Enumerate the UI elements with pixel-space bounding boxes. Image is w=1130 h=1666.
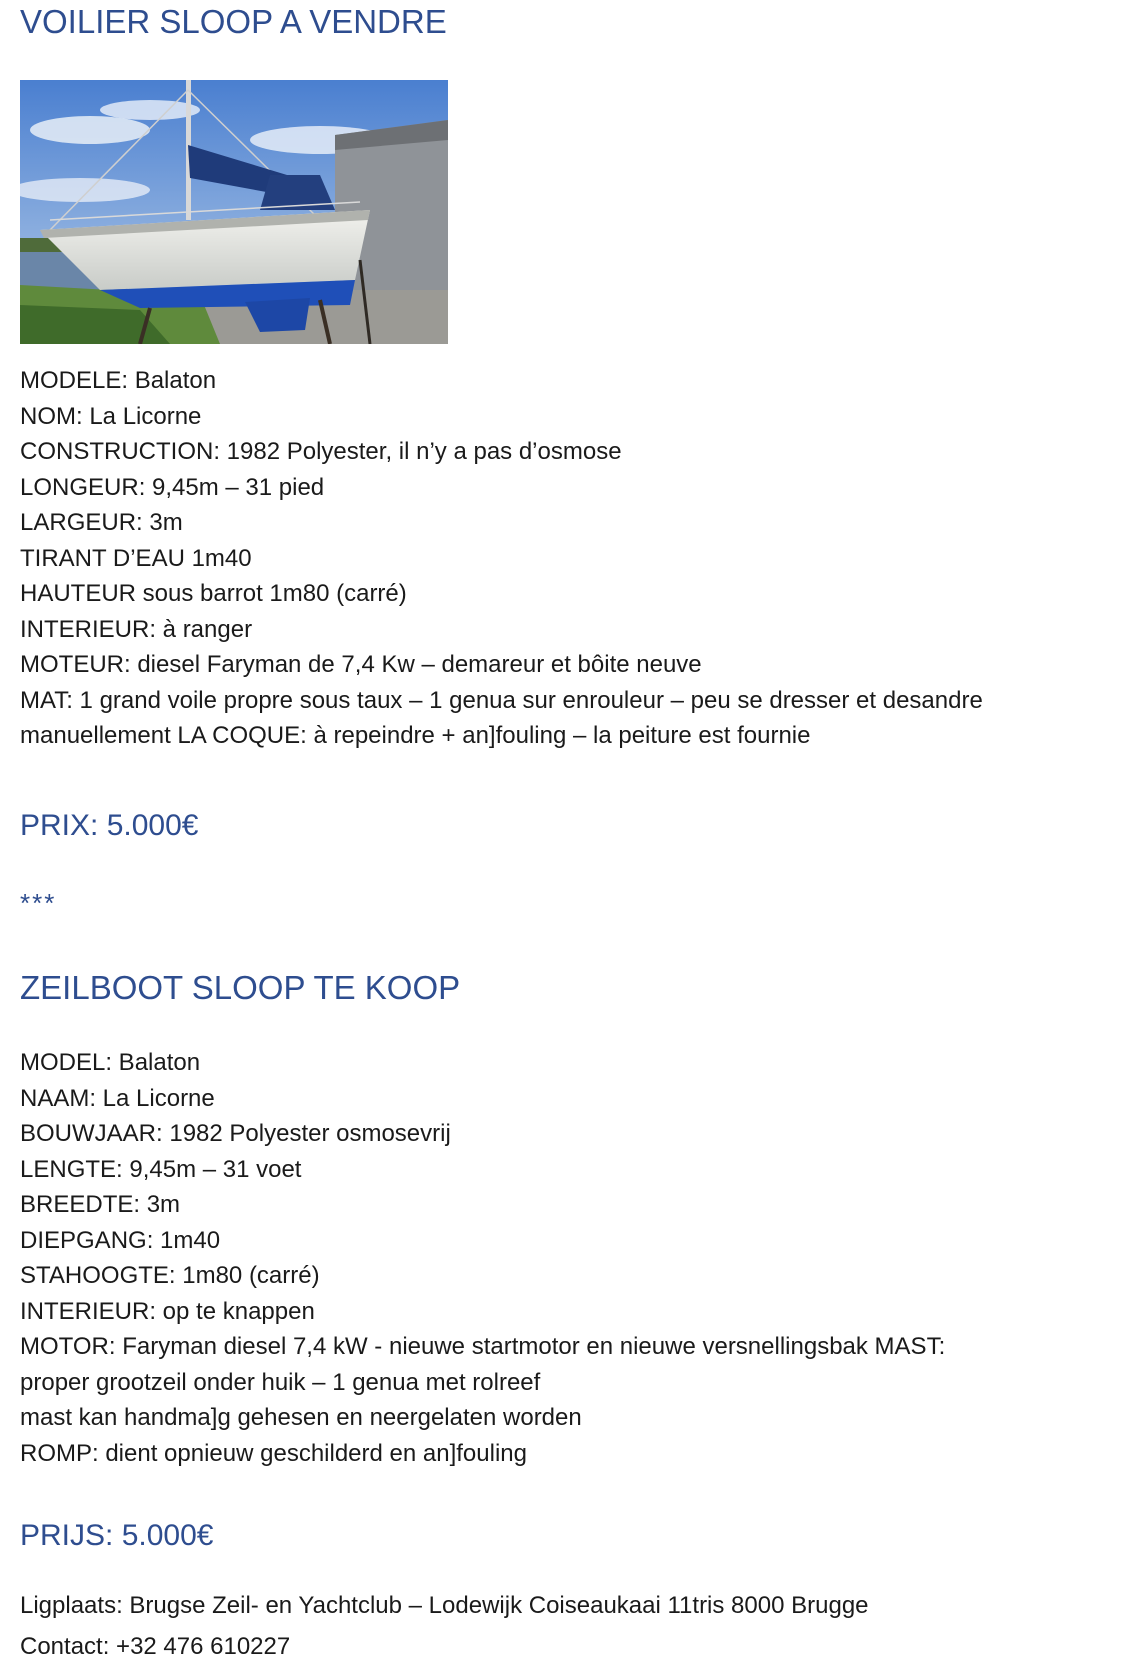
spec-nl-length: LENGTE: 9,45m – 31 voet	[20, 1155, 302, 1183]
spec-nl-headroom: STAHOOGTE: 1m80 (carré)	[20, 1262, 320, 1289]
mooring-info: Ligplaats: Brugse Zeil- en Yachtclub – Lodewijk Coiseaukaai 11tris 8000 Brugge	[20, 1592, 869, 1619]
spec-fr-engine: MOTEUR: diesel Faryman de 7,4 Kw – demareur et bôite neuve	[20, 651, 702, 678]
spec-fr-headroom: HAUTEUR sous barrot 1m80 (carré)	[20, 580, 407, 607]
spec-nl-name: NAAM: La Licorne	[20, 1084, 215, 1112]
spec-nl-mast-handling: mast kan handma]g gehesen en neergelaten worden	[20, 1404, 582, 1431]
spec-nl-year: BOUWJAAR: 1982 Polyester osmosevrij	[20, 1120, 451, 1147]
spec-nl-width: BREEDTE: 3m	[20, 1191, 181, 1218]
title-nl: ZEILBOOT SLOOP TE KOOP	[20, 969, 461, 1006]
contact-info: Contact: +32 476 610227	[20, 1633, 291, 1660]
boat-photo	[20, 80, 448, 344]
spec-nl-interior: INTERIEUR: op te knappen	[20, 1297, 315, 1325]
specs-list-fr	[20, 363, 983, 754]
spec-nl-hull: ROMP: dient opnieuw geschilderd en an]fouling	[20, 1439, 527, 1467]
spec-nl-engine: MOTOR: Faryman diesel 7,4 kW - nieuwe startmotor en nieuwe versnellingsbak MAST:	[20, 1333, 946, 1360]
separator: ***	[20, 888, 57, 918]
spec-fr-length: LONGEUR: 9,45m – 31 pied	[20, 473, 325, 501]
spec-fr-name: NOM: La Licorne	[20, 402, 202, 430]
spec-nl-draft: DIEPGANG: 1m40	[20, 1226, 221, 1254]
spec-fr-construction: CONSTRUCTION: 1982 Polyester, il n’y a pas d’osmose	[20, 438, 622, 465]
spec-fr-mast: MAT: 1 grand voile propre sous taux – 1 genua sur enrouleur – peu se dresser et desandre	[20, 686, 983, 714]
spec-fr-interior: INTERIEUR: à ranger	[20, 615, 253, 643]
spec-nl-mast: proper grootzeil onder huik – 1 genua met rolreef	[20, 1368, 541, 1396]
spec-fr-hull: manuellement LA COQUE: à repeindre + an]fouling – la peiture est fournie	[20, 722, 811, 749]
title-fr: VOILIER SLOOP A VENDRE	[20, 3, 447, 40]
spec-nl-model: MODEL: Balaton	[20, 1049, 201, 1076]
price-nl: PRIJS: 5.000€	[20, 1519, 214, 1552]
specs-list-nl	[20, 1045, 945, 1471]
price-fr: PRIX: 5.000€	[20, 809, 199, 842]
spec-fr-draft: TIRANT D’EAU 1m40	[20, 544, 252, 572]
spec-fr-width: LARGEUR: 3m	[20, 509, 183, 536]
spec-fr-model: MODELE: Balaton	[20, 367, 217, 394]
